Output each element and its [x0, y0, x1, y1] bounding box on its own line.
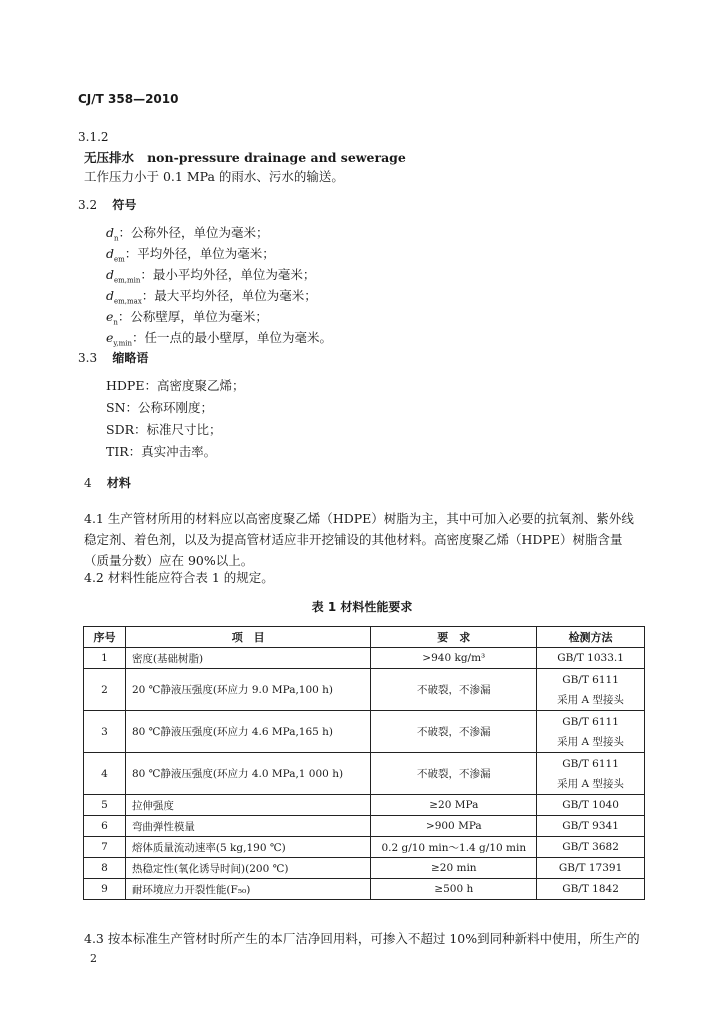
symbol-subscript: em,min: [114, 276, 141, 285]
section-3-3-number: 3.3: [78, 351, 98, 365]
cell-no: 6: [84, 816, 126, 837]
cell-requirement: 不破裂，不渗漏: [371, 753, 537, 795]
cell-item: 80 ℃静液压强度(环应力 4.6 MPa,165 h): [125, 711, 371, 753]
abbrev-item: SN：公称环刚度；: [106, 400, 214, 415]
cell-test-method: GB/T 1033.1: [537, 648, 645, 669]
symbol-description: ：平均外径，单位为毫米；: [124, 246, 275, 261]
table-row: [84, 837, 645, 858]
table-header-row: [84, 627, 645, 648]
symbol-item: [106, 328, 332, 348]
symbol-subscript: em: [114, 255, 125, 264]
table-row: [84, 795, 645, 816]
cell-requirement: 0.2 g/10 min～1.4 g/10 min: [371, 837, 537, 858]
cell-no: 7: [84, 837, 126, 858]
section-4-title: 材料: [106, 476, 131, 490]
section-3-3-heading: [78, 349, 148, 366]
cell-no: 8: [84, 858, 126, 879]
cell-no: 3: [84, 711, 126, 753]
page-number: 2: [90, 952, 97, 965]
cell-test-method: GB/T 1040: [537, 795, 645, 816]
cell-item: 80 ℃静液压强度(环应力 4.0 MPa,1 000 h): [125, 753, 371, 795]
abbrev-item: TIR：真实冲击率。: [106, 444, 217, 459]
symbol-subscript: n: [113, 318, 118, 327]
symbol-description: ：公称外径，单位为毫米；: [118, 225, 269, 240]
cell-no: 1: [84, 648, 126, 669]
symbol-description: ：任一点的最小壁厚，单位为毫米。: [132, 330, 333, 345]
section-3-2-title: 符号: [112, 198, 137, 212]
symbol-item: [106, 286, 317, 306]
term-en: non-pressure drainage and sewerage: [147, 150, 406, 165]
cell-test-method: GB/T 6111 采用 A 型接头: [537, 669, 645, 711]
cell-test-method: GB/T 17391: [537, 858, 645, 879]
header-requirement: 要 求: [371, 627, 537, 648]
cell-requirement: ≥20 MPa: [371, 795, 537, 816]
cell-item: 热稳定性(氧化诱导时间)(200 ℃): [125, 858, 371, 879]
symbol-letter: e: [106, 309, 114, 324]
material-properties-table: [83, 626, 645, 900]
cell-item: 耐环境应力开裂性能(F₅₀): [125, 879, 371, 900]
symbol-letter: d: [106, 288, 115, 303]
symbol-item: [106, 265, 315, 285]
cell-item: 20 ℃静液压强度(环应力 9.0 MPa,100 h): [125, 669, 371, 711]
table-row: [84, 816, 645, 837]
paragraph-4-2: 4.2 材料性能应符合表 1 的规定。: [84, 570, 274, 585]
cell-no: 2: [84, 669, 126, 711]
symbol-description: ：最小平均外径，单位为毫米；: [140, 267, 316, 282]
header-item: 项 目: [125, 627, 371, 648]
cell-test-method: GB/T 6111 采用 A 型接头: [537, 711, 645, 753]
section-4-heading: [84, 474, 131, 491]
cell-requirement: >940 kg/m³: [371, 648, 537, 669]
term-heading: [84, 148, 406, 166]
table-row: [84, 753, 645, 795]
abbrev-item: SDR：标准尺寸比；: [106, 422, 222, 437]
term-definition: 工作压力小于 0.1 MPa 的雨水、污水的输送。: [84, 169, 344, 184]
symbol-description: ：公称壁厚，单位为毫米；: [117, 309, 268, 324]
table-row: [84, 669, 645, 711]
table-row: [84, 858, 645, 879]
cell-requirement: ≥20 min: [371, 858, 537, 879]
symbol-subscript: em,max: [114, 297, 142, 306]
paragraph-4-1: 4.1 生产管材所用的材料应以高密度聚乙烯（HDPE）树脂为主，其中可加入必要的抗氧剂、紫外线稳定剂、着色剂，以及为提高管材适应非开挖铺设的其他材料。高密度聚乙烯（HDPE）树脂含量（质量分数）应在 90%以上。: [84, 511, 634, 568]
cell-no: 9: [84, 879, 126, 900]
cell-requirement: 不破裂，不渗漏: [371, 711, 537, 753]
term-zh: 无压排水: [84, 150, 135, 165]
cell-item: 弯曲弹性模量: [125, 816, 371, 837]
cell-no: 4: [84, 753, 126, 795]
section-3-2-heading: [78, 196, 136, 213]
symbol-subscript: n: [114, 234, 119, 243]
symbol-letter: e: [106, 330, 114, 345]
symbol-letter: d: [106, 267, 115, 282]
header-no: 序号: [84, 627, 126, 648]
cell-requirement: 不破裂，不渗漏: [371, 669, 537, 711]
cell-requirement: >900 MPa: [371, 816, 537, 837]
symbol-letter: d: [106, 246, 115, 261]
table-row: [84, 648, 645, 669]
symbol-description: ：最大平均外径，单位为毫米；: [141, 288, 317, 303]
cell-test-method: GB/T 6111 采用 A 型接头: [537, 753, 645, 795]
symbol-subscript: y,min: [113, 339, 133, 348]
table-caption: 表 1 材料性能要求: [311, 600, 413, 614]
cell-item: 密度(基础树脂): [125, 648, 371, 669]
cell-item: 拉伸强度: [125, 795, 371, 816]
cell-item: 熔体质量流动速率(5 kg,190 ℃): [125, 837, 371, 858]
cell-test-method: GB/T 9341: [537, 816, 645, 837]
standard-header: CJ/T 358—2010: [78, 92, 179, 106]
section-3-1-2-number: 3.1.2: [78, 130, 109, 144]
cell-no: 5: [84, 795, 126, 816]
section-3-3-title: 缩略语: [112, 351, 149, 365]
header-test-method: 检测方法: [537, 627, 645, 648]
paragraph-4-3: 4.3 按本标准生产管材时所产生的本厂洁净回用料，可掺入不超过 10%到同种新料中使用，所生产的: [84, 931, 640, 946]
section-3-2-number: 3.2: [78, 198, 98, 212]
cell-test-method: GB/T 1842: [537, 879, 645, 900]
cell-requirement: ≥500 h: [371, 879, 537, 900]
abbrev-item: HDPE：高密度聚乙烯；: [106, 378, 245, 393]
symbol-item: [106, 307, 268, 327]
symbol-letter: d: [106, 225, 115, 240]
symbol-item: [106, 244, 275, 264]
table-row: [84, 879, 645, 900]
cell-test-method: GB/T 3682: [537, 837, 645, 858]
table-row: [84, 711, 645, 753]
section-4-number: 4: [84, 476, 92, 490]
symbol-item: [106, 223, 269, 243]
